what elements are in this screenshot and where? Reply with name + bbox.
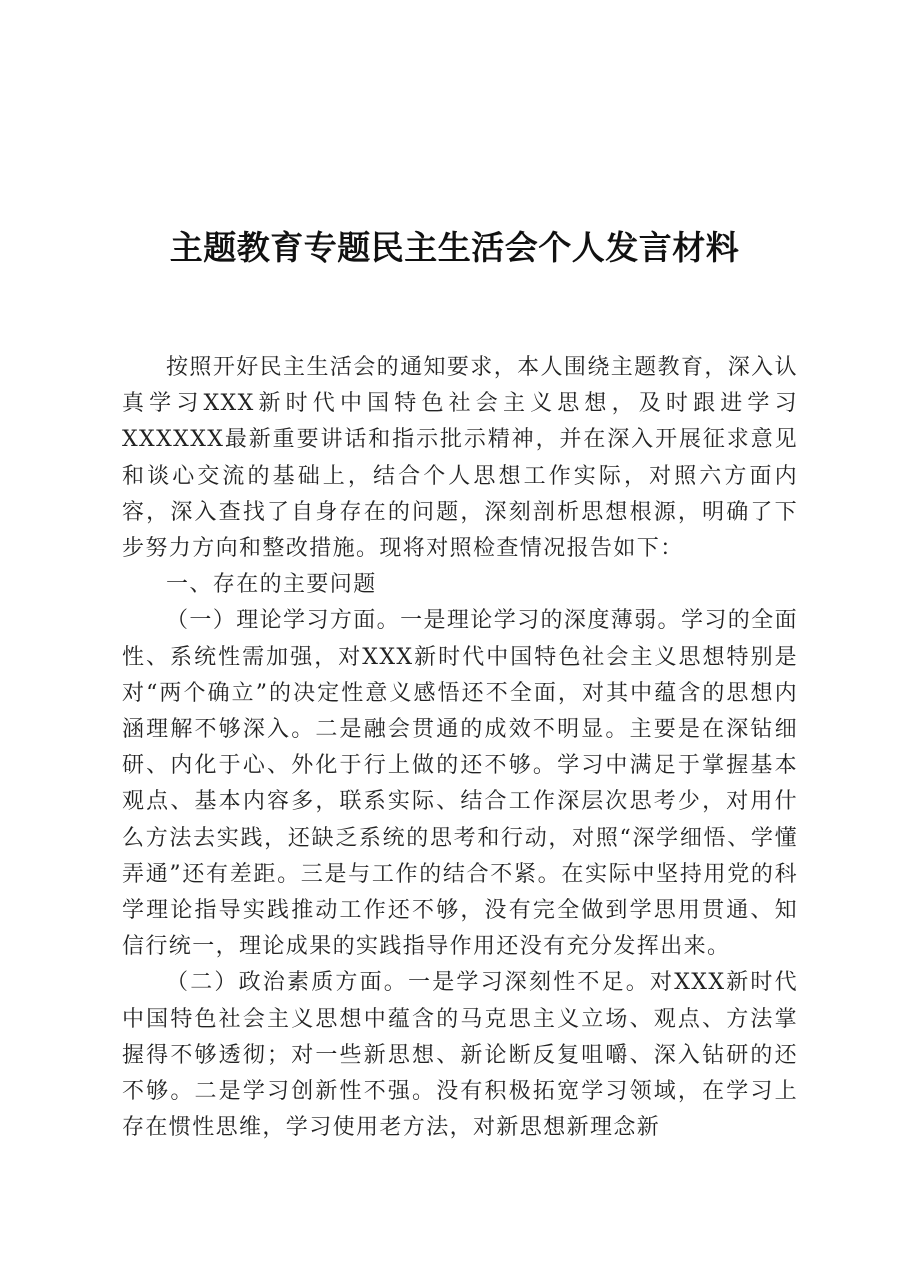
paragraph-theory-study: （一）理论学习方面。一是理论学习的深度薄弱。学习的全面性、系统性需加强，对XXX新时代中国特色社会主义思想特别是对“两个确立”的决定性意义感悟还不全面，对其中蕴含的思想内涵理解不够深入。二是融会贯通的成效不明显。主要是在深钻细研、内化于心、外化于行上做的还不够。学习中满足于掌握基本观点、基本内容多，联系实际、结合工作深层次思考少，对用什么方法去实践，还缺乏系统的思考和行动，对照“深学细悟、学懂弄通”还有差距。三是与工作的结合不紧。在实际中坚持用党的科学理论指导实践推动工作还不够，没有完全做到学思用贯通、知信行统一，理论成果的实践指导作用还没有充分发挥出来。 <box>122 608 798 960</box>
document-title: 主题教育专题民主生活会个人发言材料 <box>169 228 740 267</box>
section-heading-main-problems: 一、存在的主要问题 <box>166 572 377 598</box>
paragraph-political-quality: （二）政治素质方面。一是学习深刻性不足。对XXX新时代中国特色社会主义思想中蕴含的马克思主义立场、观点、方法掌握得不够透彻；对一些新思想、新论断反复咀嚼、深入钻研的还不够。二是学习创新性不强。没有积极拓宽学习领域，在学习上存在惯性思维，学习使用老方法，对新思想新理念新 <box>122 970 798 1141</box>
intro-paragraph: 按照开好民主生活会的通知要求，本人围绕主题教育，深入认真学习XXX新时代中国特色社会主义思想，及时跟进学习XXXXXX最新重要讲话和指示批示精神，并在深入开展征求意见和谈心交流的基础上，结合个人思想工作实际，对照六方面内容，深入查找了自身存在的问题，深刻剖析思想根源，明确了下步努力方向和整改措施。现将对照检查情况报告如下： <box>122 355 798 562</box>
document-body <box>122 350 798 1146</box>
